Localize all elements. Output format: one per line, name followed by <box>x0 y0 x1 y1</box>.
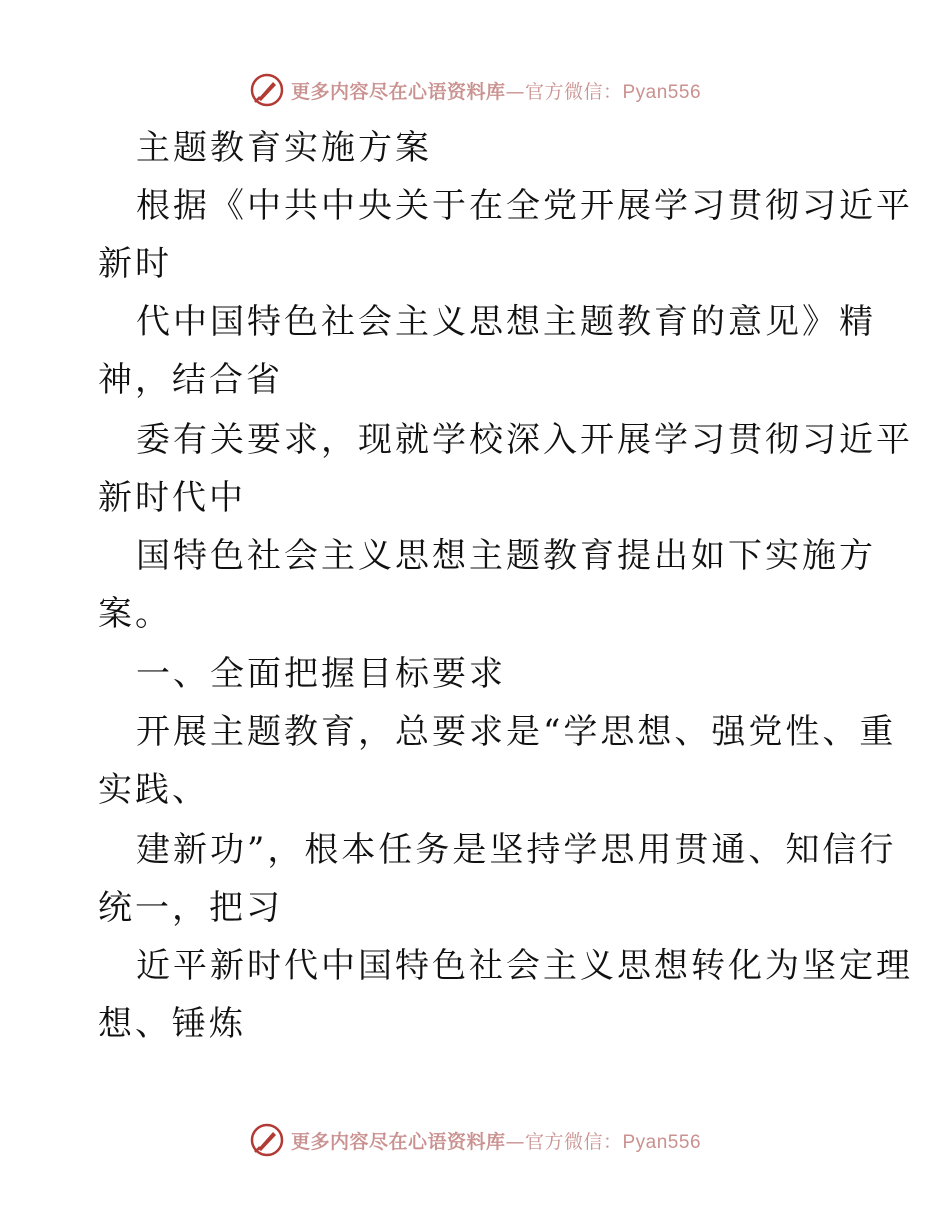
watermark-contact: 官方微信： <box>524 80 623 103</box>
section-heading: 一、全面把握目标要求 <box>136 654 506 694</box>
paragraph-line: 实践、 <box>98 770 209 810</box>
paragraph-line: 开展主题教育，总要求是“学思想、强党性、重 <box>136 712 897 752</box>
paragraph-line: 想、锤炼 <box>98 1004 246 1044</box>
paragraph-line: 神，结合省 <box>98 360 283 400</box>
paragraph-line: 国特色社会主义思想主题教育提出如下实施方 <box>136 536 876 576</box>
header-watermark <box>0 70 950 110</box>
paragraph-line: 委有关要求，现就学校深入开展学习贯彻习近平 <box>136 420 913 460</box>
footer-watermark <box>0 1120 950 1160</box>
paragraph-line: 建新功”，根本任务是坚持学思用贯通、知信行 <box>136 830 897 870</box>
paragraph-line: 近平新时代中国特色社会主义思想转化为坚定理 <box>136 946 913 986</box>
quill-logo-icon <box>249 1122 285 1158</box>
watermark-separator: — <box>505 80 525 103</box>
watermark-id: Pyan556 <box>622 81 702 103</box>
document-title: 主题教育实施方案 <box>136 128 432 168</box>
paragraph-line: 新时 <box>98 244 172 284</box>
paragraph-line: 代中国特色社会主义思想主题教育的意见》精 <box>136 302 876 342</box>
watermark-id: Pyan556 <box>622 1131 702 1153</box>
paragraph-line: 根据《中共中央关于在全党开展学习贯彻习近平 <box>136 186 913 226</box>
watermark-separator: — <box>505 1130 525 1153</box>
quill-logo-icon <box>249 72 285 108</box>
watermark-brand: 更多内容尽在心语资料库 <box>290 80 506 103</box>
paragraph-line: 新时代中 <box>98 478 246 518</box>
paragraph-line: 统一，把习 <box>98 888 283 928</box>
watermark-text <box>291 1127 701 1154</box>
watermark-contact: 官方微信： <box>524 1130 623 1153</box>
watermark-brand: 更多内容尽在心语资料库 <box>290 1130 506 1153</box>
watermark-text <box>291 77 701 104</box>
paragraph-line: 案。 <box>98 594 172 634</box>
